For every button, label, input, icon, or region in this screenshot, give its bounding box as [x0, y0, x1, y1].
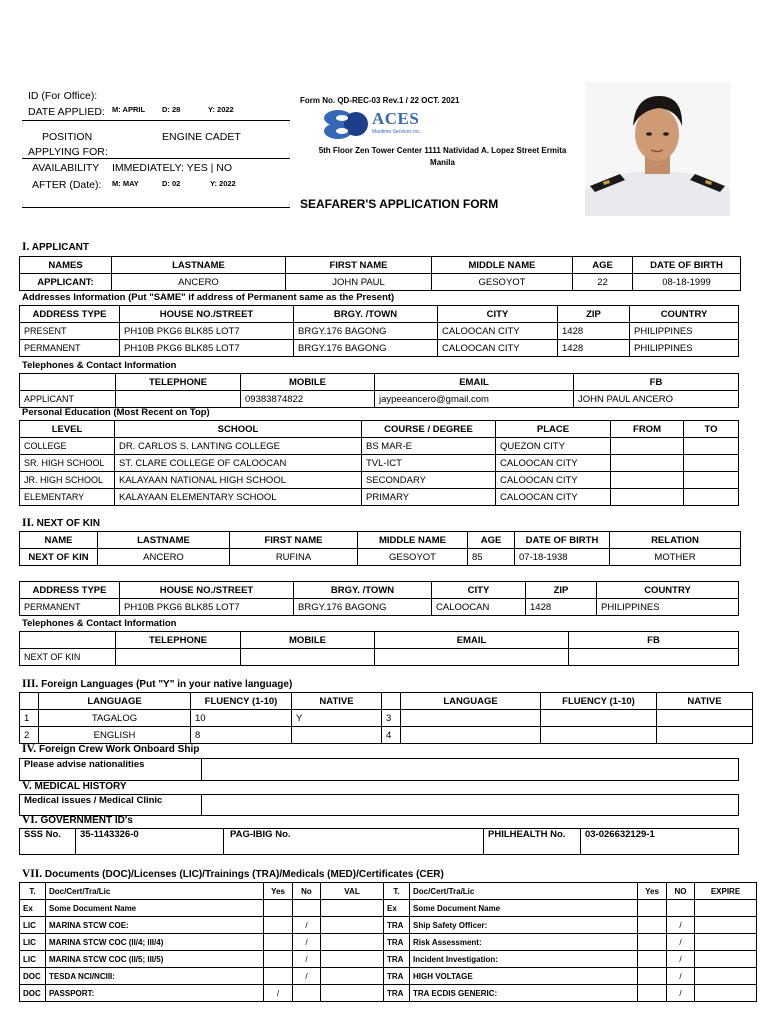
- doc-type: LIC: [20, 917, 46, 934]
- doc-name: Incident Investigation:: [410, 951, 638, 968]
- doc-name: Ship Safety Officer:: [410, 917, 638, 934]
- doc-type: LIC: [20, 951, 46, 968]
- address-type-header: ADDRESS TYPE: [20, 582, 120, 599]
- dob-header: DATE OF BIRTH: [515, 532, 610, 549]
- name-header: NAME: [20, 532, 98, 549]
- address-zip[interactable]: 1428: [558, 323, 630, 340]
- table-row: [20, 649, 739, 666]
- language-index: 3: [382, 710, 401, 727]
- telephone-header: TELEPHONE: [116, 632, 241, 649]
- address-zip[interactable]: 1428: [558, 340, 630, 357]
- email-value[interactable]: jaypeeancero@gmail.com: [375, 391, 574, 408]
- doc-val[interactable]: [321, 934, 384, 951]
- telephones-note: Telephones & Contact Information: [22, 360, 177, 371]
- index-header: [20, 693, 39, 710]
- applicant-lastname[interactable]: ANCERO: [112, 274, 286, 291]
- table-row: [20, 829, 739, 855]
- doc-no[interactable]: [293, 900, 321, 917]
- form-number: Form No. QD-REC-03 Rev.1 / 22 OCT. 2021: [300, 96, 460, 105]
- city-header: CITY: [438, 306, 558, 323]
- edu-place[interactable]: QUEZON CITY: [496, 438, 611, 455]
- language-name[interactable]: [401, 710, 541, 727]
- doc-type: LIC: [20, 934, 46, 951]
- language-native[interactable]: [657, 727, 753, 744]
- email-header: EMAIL: [375, 632, 569, 649]
- address-street[interactable]: PH10B PKG6 BLK85 LOT7: [120, 323, 294, 340]
- table-header-row: [20, 306, 739, 323]
- edu-level: SR. HIGH SCHOOL: [20, 455, 115, 472]
- doc-type: TRA: [384, 934, 410, 951]
- doc-type: TRA: [384, 917, 410, 934]
- address-city[interactable]: CALOOCAN CITY: [438, 340, 558, 357]
- native-header: NATIVE: [292, 693, 382, 710]
- type-header: T.: [384, 883, 410, 900]
- contact-label: APPLICANT: [20, 391, 116, 408]
- doc-val[interactable]: [321, 985, 384, 1002]
- doc-no[interactable]: /: [293, 934, 321, 951]
- edu-level: JR. HIGH SCHOOL: [20, 472, 115, 489]
- applicant-photo-icon: [585, 82, 730, 216]
- doc-expire[interactable]: [695, 900, 757, 917]
- fb-header: FB: [574, 374, 739, 391]
- doc-val[interactable]: [321, 917, 384, 934]
- edu-from[interactable]: [611, 472, 684, 489]
- language-header: LANGUAGE: [39, 693, 191, 710]
- doc-name-header: Doc/Cert/Tra/Lic: [410, 883, 638, 900]
- place-header: PLACE: [496, 421, 611, 438]
- kin-label: NEXT OF KIN: [20, 549, 98, 566]
- section-docs-title: VII. Documents (DOC)/Licenses (LIC)/Trainings (TRA)/Medicals (MED)/Certificates (CER): [22, 868, 444, 880]
- doc-name: Some Document Name: [46, 900, 264, 917]
- no-header: No: [293, 883, 321, 900]
- section-languages-title: III. Foreign Languages (Put "Y" in your native language): [22, 678, 293, 690]
- school-header: SCHOOL: [115, 421, 362, 438]
- edu-from[interactable]: [611, 489, 684, 506]
- doc-no[interactable]: /: [667, 917, 695, 934]
- kin-contact-table: [19, 631, 739, 666]
- edu-place[interactable]: CALOOCAN CITY: [496, 455, 611, 472]
- type-header: T.: [20, 883, 46, 900]
- applicant-firstname[interactable]: JOHN PAUL: [286, 274, 432, 291]
- applicant-dob[interactable]: 08-18-1999: [633, 274, 741, 291]
- telephone-value[interactable]: [116, 649, 241, 666]
- medical-input[interactable]: [202, 795, 739, 816]
- doc-name: MARINA STCW COC (II/5; III/5): [46, 951, 264, 968]
- table-row: [20, 968, 757, 985]
- edu-place[interactable]: CALOOCAN CITY: [496, 472, 611, 489]
- kin-age[interactable]: 85: [468, 549, 515, 566]
- fluency-header: FLUENCY (1-10): [541, 693, 657, 710]
- doc-type: DOC: [20, 985, 46, 1002]
- doc-expire[interactable]: [695, 917, 757, 934]
- telephone-header: TELEPHONE: [116, 374, 241, 391]
- doc-yes[interactable]: [264, 900, 293, 917]
- form-title: SEAFARER'S APPLICATION FORM: [300, 197, 499, 211]
- doc-type: TRA: [384, 951, 410, 968]
- age-header: AGE: [468, 532, 515, 549]
- table-header-row: [20, 582, 739, 599]
- logo-mark-icon: [322, 108, 372, 140]
- edu-course[interactable]: BS MAR-E: [362, 438, 496, 455]
- fb-value[interactable]: JOHN PAUL ANCERO: [574, 391, 739, 408]
- doc-no[interactable]: /: [293, 917, 321, 934]
- doc-no[interactable]: /: [293, 968, 321, 985]
- edu-from[interactable]: [611, 455, 684, 472]
- zip-header: ZIP: [558, 306, 630, 323]
- table-row: [20, 951, 757, 968]
- mobile-header: MOBILE: [241, 632, 375, 649]
- address-type: PRESENT: [20, 323, 120, 340]
- doc-yes[interactable]: [638, 985, 667, 1002]
- table-row: [20, 455, 739, 472]
- table-header-row: [20, 632, 739, 649]
- lastname-header: LASTNAME: [98, 532, 230, 549]
- doc-name: HIGH VOLTAGE: [410, 968, 638, 985]
- header-divider: [22, 158, 290, 159]
- doc-yes[interactable]: [638, 968, 667, 985]
- doc-type: DOC: [20, 968, 46, 985]
- after-date-day[interactable]: D: 02: [162, 179, 181, 188]
- doc-type: TRA: [384, 968, 410, 985]
- table-header-row: [20, 374, 739, 391]
- mobile-value[interactable]: 09383874822: [241, 391, 375, 408]
- table-header-row: [20, 532, 741, 549]
- address-city[interactable]: CALOOCAN CITY: [438, 323, 558, 340]
- edu-school[interactable]: KALAYAAN ELEMENTARY SCHOOL: [115, 489, 362, 506]
- doc-no[interactable]: /: [667, 968, 695, 985]
- lastname-header: LASTNAME: [112, 257, 286, 274]
- brgy-header: BRGY. /TOWN: [294, 306, 438, 323]
- dob-header: DATE OF BIRTH: [633, 257, 741, 274]
- applicant-label: APPLICANT:: [20, 274, 112, 291]
- table-row: [20, 549, 741, 566]
- government-id-table: [19, 828, 739, 855]
- doc-name: TESDA NCI/NCIII:: [46, 968, 264, 985]
- address-brgy[interactable]: BRGY.176 BAGONG: [294, 340, 438, 357]
- language-native[interactable]: [657, 710, 753, 727]
- doc-val[interactable]: [321, 900, 384, 917]
- position-value[interactable]: ENGINE CADET: [162, 131, 241, 143]
- education-note: Personal Education (Most Recent on Top): [22, 407, 210, 418]
- edu-to[interactable]: [684, 489, 739, 506]
- applicant-photo: [585, 82, 730, 216]
- doc-name: Some Document Name: [410, 900, 638, 917]
- city-header: CITY: [432, 582, 526, 599]
- doc-yes[interactable]: [638, 951, 667, 968]
- doc-val[interactable]: [321, 951, 384, 968]
- after-date-year[interactable]: Y: 2022: [210, 179, 236, 188]
- logo-text: ACES: [372, 109, 420, 128]
- fb-header: FB: [569, 632, 739, 649]
- sss-value[interactable]: 35-1143326-0: [76, 829, 224, 855]
- kin-firstname[interactable]: RUFINA: [230, 549, 358, 566]
- edu-level: COLLEGE: [20, 438, 115, 455]
- to-header: TO: [684, 421, 739, 438]
- doc-no[interactable]: /: [293, 951, 321, 968]
- middlename-header: MIDDLE NAME: [358, 532, 468, 549]
- edu-level: ELEMENTARY: [20, 489, 115, 506]
- table-row: [20, 934, 757, 951]
- applying-for-label: APPLYING FOR:: [28, 146, 108, 158]
- applicant-contact-table: [19, 373, 739, 408]
- sss-label: SSS No.: [20, 829, 76, 855]
- section-medical-title: V. MEDICAL HISTORY: [22, 780, 127, 792]
- table-header-row: [20, 421, 739, 438]
- kin-address-table: [19, 581, 739, 616]
- language-native[interactable]: Y: [292, 710, 382, 727]
- telephone-value[interactable]: [116, 391, 241, 408]
- table-row: [20, 795, 739, 816]
- firstname-header: FIRST NAME: [230, 532, 358, 549]
- header-divider: [22, 207, 290, 208]
- address-city[interactable]: CALOOCAN: [432, 599, 526, 616]
- applicant-age[interactable]: 22: [573, 274, 633, 291]
- address-brgy[interactable]: BRGY.176 BAGONG: [294, 323, 438, 340]
- doc-name-header: Doc/Cert/Tra/Lic: [46, 883, 264, 900]
- education-table: [19, 420, 739, 506]
- applicant-address-table: [19, 305, 739, 357]
- doc-expire[interactable]: [695, 968, 757, 985]
- doc-yes[interactable]: [264, 917, 293, 934]
- contact-label: NEXT OF KIN: [20, 649, 116, 666]
- table-row: [20, 391, 739, 408]
- address-type: PERMANENT: [20, 340, 120, 357]
- doc-no[interactable]: [293, 985, 321, 1002]
- names-header: NAMES: [20, 257, 112, 274]
- edu-from[interactable]: [611, 438, 684, 455]
- language-index: 4: [382, 727, 401, 744]
- mobile-header: MOBILE: [241, 374, 375, 391]
- yes-header: Yes: [264, 883, 293, 900]
- edu-school[interactable]: DR. CARLOS S. LANTING COLLEGE: [115, 438, 362, 455]
- fluency-header: FLUENCY (1-10): [191, 693, 292, 710]
- table-row: [20, 489, 739, 506]
- address-line-2: Manila: [430, 158, 455, 167]
- address-country[interactable]: PHILIPPINES: [630, 323, 739, 340]
- table-header-row: [20, 693, 753, 710]
- date-applied-year[interactable]: Y: 2022: [208, 105, 234, 114]
- address-street[interactable]: PH10B PKG6 BLK85 LOT7: [120, 599, 294, 616]
- doc-name: MARINA STCW COC (II/4; III/4): [46, 934, 264, 951]
- table-header-row: [20, 257, 741, 274]
- doc-yes[interactable]: [264, 951, 293, 968]
- medical-table: [19, 794, 739, 816]
- blank-header: [20, 632, 116, 649]
- fb-value[interactable]: [569, 649, 739, 666]
- email-header: EMAIL: [375, 374, 574, 391]
- doc-name: MARINA STCW COE:: [46, 917, 264, 934]
- logo-subtext: Maritime Services Inc.: [372, 129, 422, 135]
- doc-yes[interactable]: /: [264, 985, 293, 1002]
- pagibig-label[interactable]: PAG-IBIG No.: [224, 829, 484, 855]
- section-applicant-title: I. APPLICANT: [22, 241, 90, 253]
- relation-header: RELATION: [610, 532, 741, 549]
- table-row: [20, 274, 741, 291]
- address-street[interactable]: PH10B PKG6 BLK85 LOT7: [120, 340, 294, 357]
- zip-header: ZIP: [526, 582, 597, 599]
- edu-place[interactable]: CALOOCAN CITY: [496, 489, 611, 506]
- language-fluency[interactable]: [541, 710, 657, 727]
- native-header: NATIVE: [657, 693, 753, 710]
- languages-table: [19, 692, 753, 744]
- no-header: NO: [667, 883, 695, 900]
- foreign-crew-table: [19, 758, 739, 781]
- applicant-middlename[interactable]: GESOYOT: [432, 274, 573, 291]
- kin-dob[interactable]: 07-18-1938: [515, 549, 610, 566]
- address-brgy[interactable]: BRGY.176 BAGONG: [294, 599, 432, 616]
- doc-no[interactable]: [667, 900, 695, 917]
- language-name[interactable]: ENGLISH: [39, 727, 191, 744]
- table-row: [20, 323, 739, 340]
- course-header: COURSE / DEGREE: [362, 421, 496, 438]
- address-note: Addresses Information (Put "SAME" if address of Permanent same as the Present): [22, 292, 395, 303]
- applicant-name-table: [19, 256, 741, 291]
- table-row: [20, 438, 739, 455]
- edu-course[interactable]: TVL-ICT: [362, 455, 496, 472]
- blank-header: [20, 374, 116, 391]
- kin-relation[interactable]: MOTHER: [610, 549, 741, 566]
- mobile-value[interactable]: [241, 649, 375, 666]
- philhealth-label: PHILHEALTH No.: [484, 829, 581, 855]
- date-applied-day[interactable]: D: 28: [162, 105, 181, 114]
- edu-school[interactable]: ST. CLARE COLLEGE OF CALOOCAN: [115, 455, 362, 472]
- address-type: PERMANENT: [20, 599, 120, 616]
- edu-course[interactable]: PRIMARY: [362, 489, 496, 506]
- firstname-header: FIRST NAME: [286, 257, 432, 274]
- kin-middlename[interactable]: GESOYOT: [358, 549, 468, 566]
- table-row: [20, 900, 757, 917]
- doc-yes[interactable]: [638, 934, 667, 951]
- doc-name: Risk Assessment:: [410, 934, 638, 951]
- kin-telephones-note: Telephones & Contact Information: [22, 618, 177, 629]
- val-header: VAL: [321, 883, 384, 900]
- availability-value[interactable]: IMMEDIATELY: YES | NO: [112, 162, 233, 174]
- email-value[interactable]: [375, 649, 569, 666]
- position-label: POSITION: [42, 131, 93, 143]
- brgy-header: BRGY. /TOWN: [294, 582, 432, 599]
- doc-yes[interactable]: [264, 934, 293, 951]
- language-fluency[interactable]: [541, 727, 657, 744]
- country-header: COUNTRY: [630, 306, 739, 323]
- from-header: FROM: [611, 421, 684, 438]
- language-name[interactable]: TAGALOG: [39, 710, 191, 727]
- table-row: [20, 759, 739, 781]
- kin-name-table: [19, 531, 741, 566]
- date-applied-label: DATE APPLIED:: [28, 106, 105, 118]
- middlename-header: MIDDLE NAME: [432, 257, 573, 274]
- after-date-label: AFTER (Date):: [32, 179, 102, 191]
- section-foreign-title: IV. Foreign Crew Work Onboard Ship: [22, 743, 200, 755]
- table-header-row: [20, 883, 757, 900]
- philhealth-value[interactable]: 03-026632129-1: [581, 829, 739, 855]
- medical-label: Medical issues / Medical Clinic: [20, 795, 202, 816]
- doc-no[interactable]: /: [667, 934, 695, 951]
- section-gov-title: VI. GOVERNMENT ID's: [22, 814, 133, 826]
- edu-to[interactable]: [684, 472, 739, 489]
- table-row: [20, 340, 739, 357]
- doc-type: Ex: [384, 900, 410, 917]
- availability-label: AVAILABILITY: [32, 162, 100, 174]
- country-header: COUNTRY: [597, 582, 739, 599]
- table-row: [20, 710, 753, 727]
- edu-to[interactable]: [684, 455, 739, 472]
- address-country[interactable]: PHILIPPINES: [597, 599, 739, 616]
- date-applied-month[interactable]: M: APRIL: [112, 105, 146, 114]
- language-fluency[interactable]: 10: [191, 710, 292, 727]
- doc-expire[interactable]: [695, 985, 757, 1002]
- language-index: 1: [20, 710, 39, 727]
- header-divider: [22, 120, 290, 121]
- address-type-header: ADDRESS TYPE: [20, 306, 120, 323]
- doc-yes[interactable]: [638, 900, 667, 917]
- street-header: HOUSE NO./STREET: [120, 306, 294, 323]
- language-header: LANGUAGE: [401, 693, 541, 710]
- doc-expire[interactable]: [695, 934, 757, 951]
- doc-type: TRA: [384, 985, 410, 1002]
- table-row: [20, 599, 739, 616]
- street-header: HOUSE NO./STREET: [120, 582, 294, 599]
- address-zip[interactable]: 1428: [526, 599, 597, 616]
- address-country[interactable]: PHILIPPINES: [630, 340, 739, 357]
- id-office-label: ID (For Office):: [28, 90, 98, 102]
- language-name[interactable]: [401, 727, 541, 744]
- index-header: [382, 693, 401, 710]
- language-native[interactable]: [292, 727, 382, 744]
- language-index: 2: [20, 727, 39, 744]
- doc-expire[interactable]: [695, 951, 757, 968]
- doc-name: TRA ECDIS GENERIC:: [410, 985, 638, 1002]
- edu-school[interactable]: KALAYAAN NATIONAL HIGH SCHOOL: [115, 472, 362, 489]
- level-header: LEVEL: [20, 421, 115, 438]
- doc-yes[interactable]: [638, 917, 667, 934]
- doc-type: Ex: [20, 900, 46, 917]
- nationalities-label: Please advise nationalities: [20, 759, 202, 781]
- table-row: [20, 985, 757, 1002]
- company-logo: [322, 108, 432, 140]
- table-row: [20, 727, 753, 744]
- doc-yes[interactable]: [264, 968, 293, 985]
- language-fluency[interactable]: 8: [191, 727, 292, 744]
- table-row: [20, 472, 739, 489]
- edu-to[interactable]: [684, 438, 739, 455]
- age-header: AGE: [573, 257, 633, 274]
- nationalities-input[interactable]: [202, 759, 739, 781]
- doc-no[interactable]: /: [667, 951, 695, 968]
- doc-name: PASSPORT:: [46, 985, 264, 1002]
- yes-header: Yes: [638, 883, 667, 900]
- section-kin-title: II. NEXT OF KIN: [22, 517, 100, 529]
- kin-lastname[interactable]: ANCERO: [98, 549, 230, 566]
- doc-no[interactable]: /: [667, 985, 695, 1002]
- expire-header: EXPIRE: [695, 883, 757, 900]
- doc-val[interactable]: [321, 968, 384, 985]
- after-date-month[interactable]: M: MAY: [112, 179, 139, 188]
- company-address: [300, 145, 585, 169]
- table-row: [20, 917, 757, 934]
- address-line-1: 5th Floor Zen Tower Center 1111 Natividad A. Lopez Street Ermita: [318, 146, 567, 155]
- documents-table: [19, 882, 757, 1002]
- edu-course[interactable]: SECONDARY: [362, 472, 496, 489]
